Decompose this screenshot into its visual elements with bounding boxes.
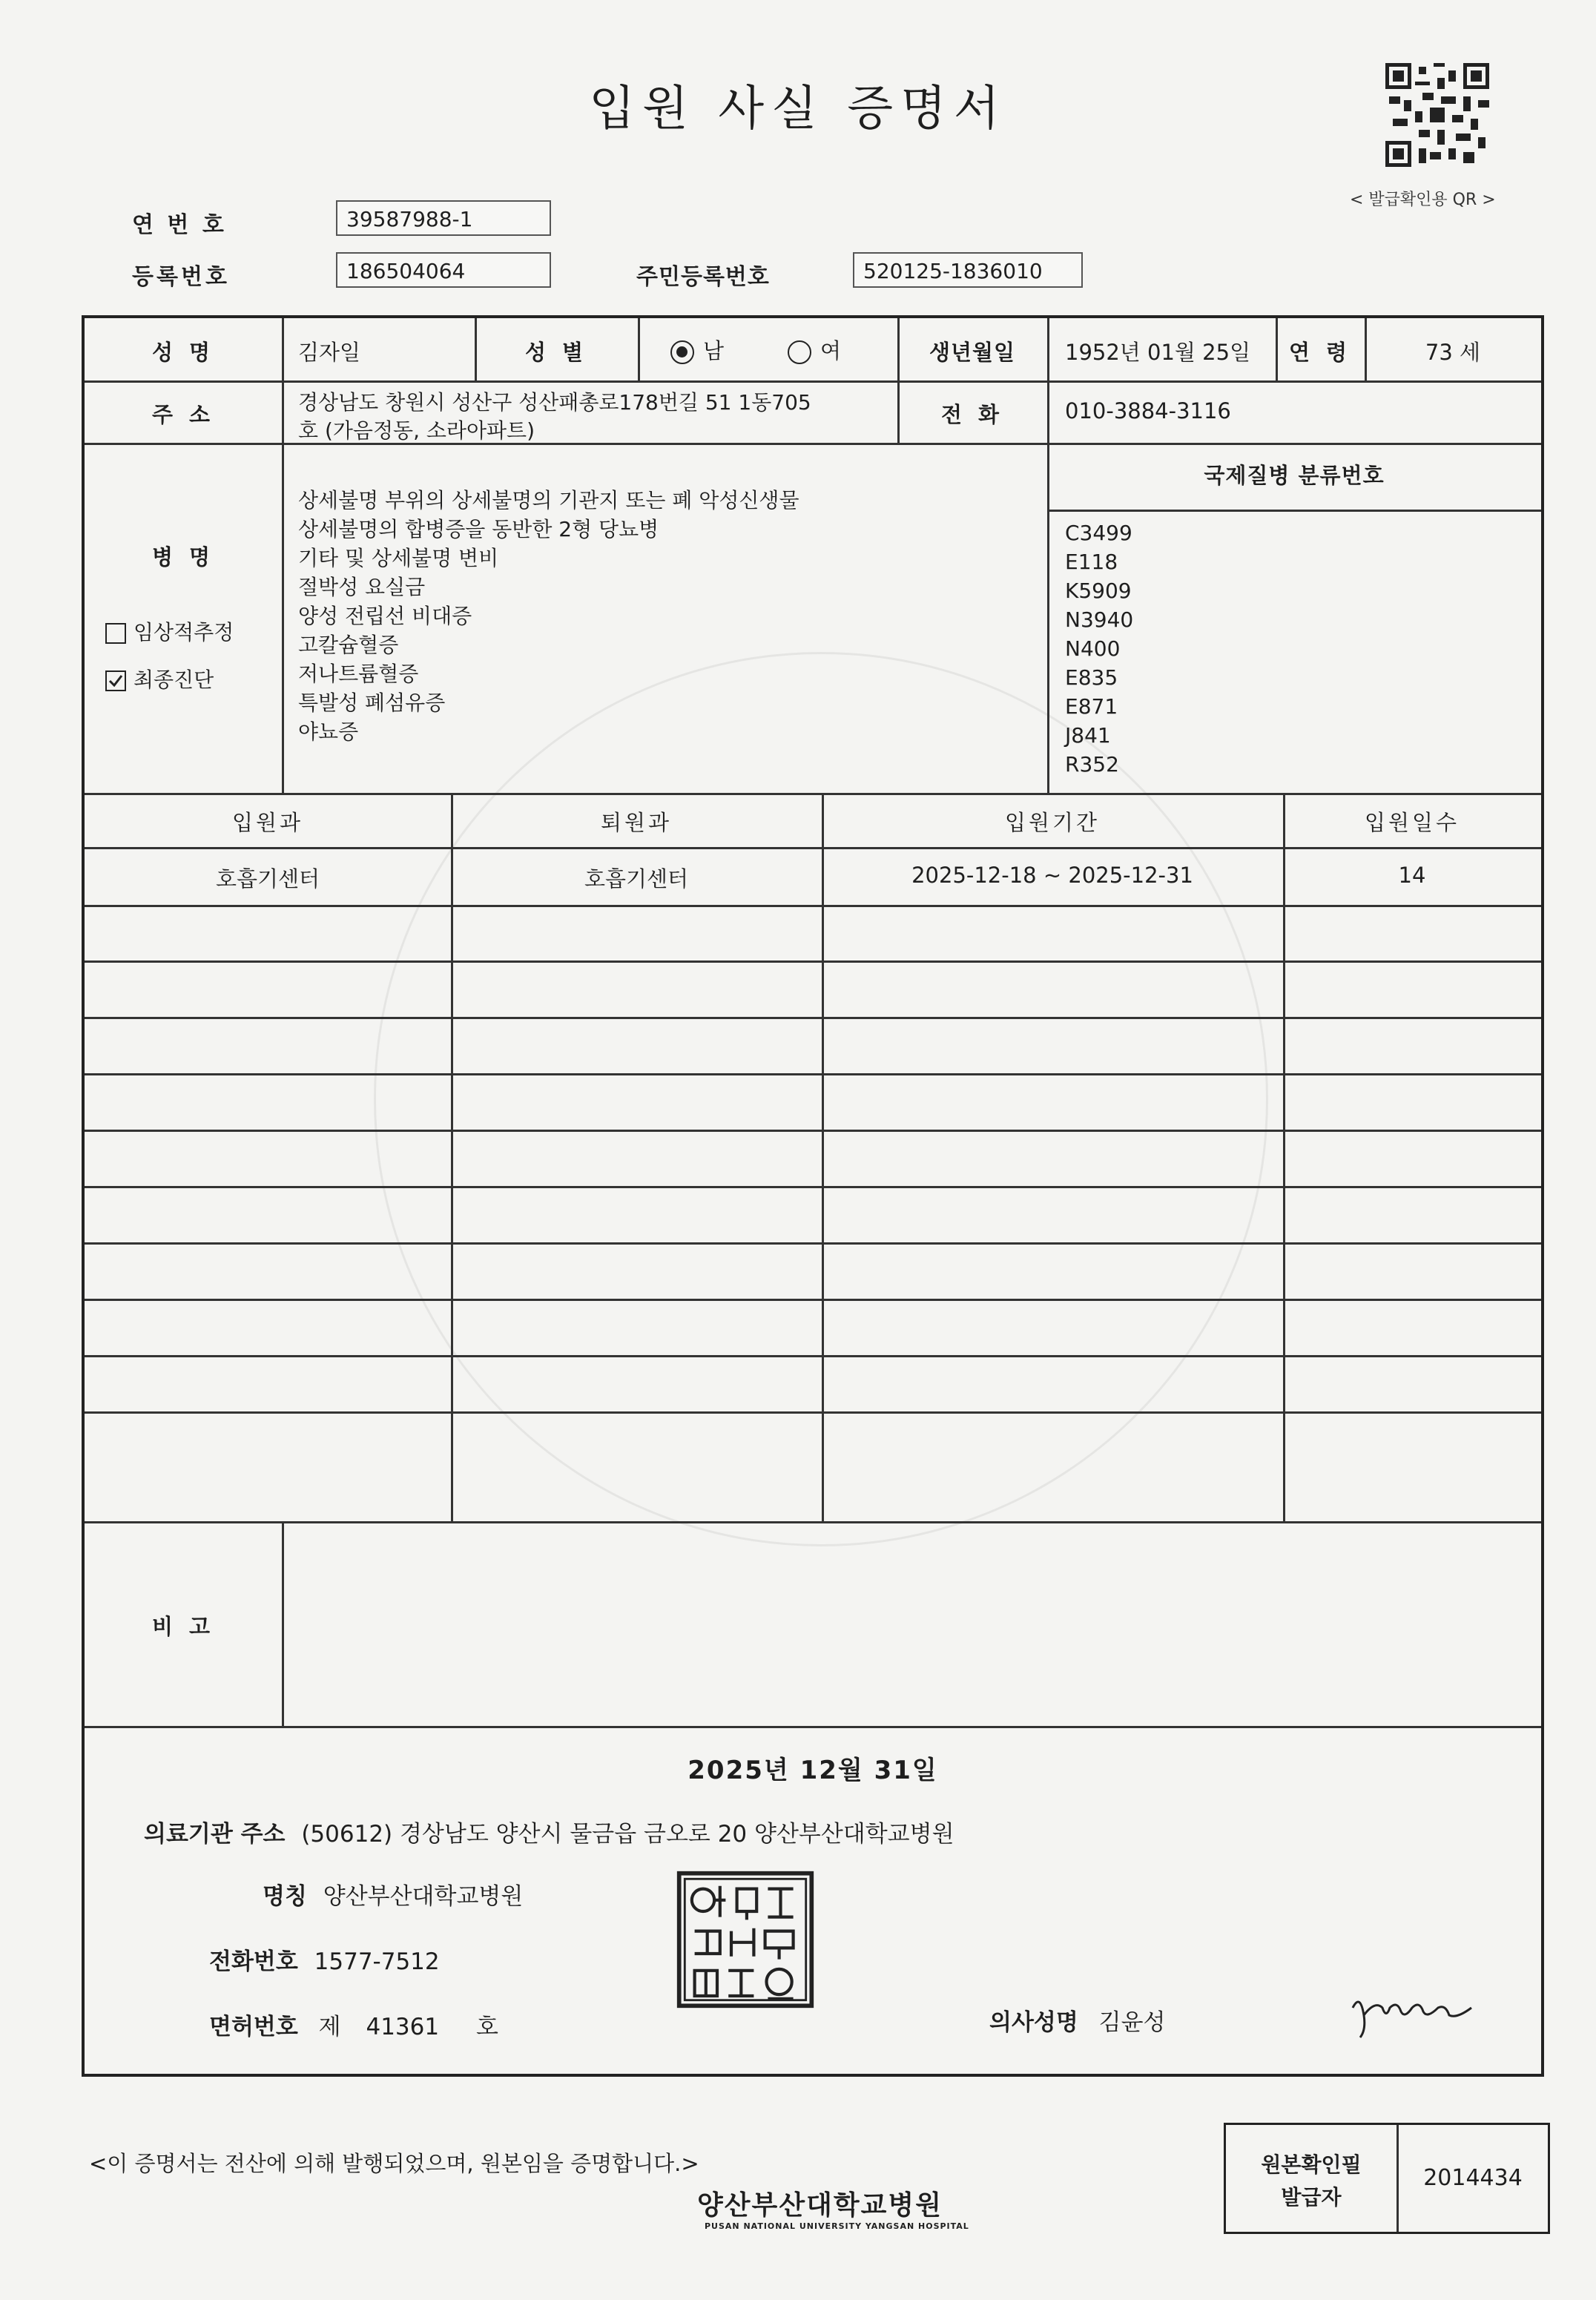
facility-name-label: 명칭 — [263, 1883, 307, 1910]
document-title: 입원 사실 증명서 — [589, 82, 1007, 136]
facility-phone-value: 1577-7512 — [314, 1948, 440, 1975]
clinical-option — [105, 616, 234, 646]
hospital-seal-icon — [675, 1869, 816, 2010]
facility-name — [263, 1877, 523, 1911]
qr-code-icon — [1385, 63, 1489, 167]
reg-value: 186504064 — [336, 252, 551, 288]
clinical-label: 임상적추정 — [133, 620, 234, 645]
diagnosis-item: 양성 전립선 비대증 — [298, 604, 472, 628]
facility-phone-label: 전화번호 — [209, 1948, 298, 1975]
facility-address-label: 의료기관 주소 — [144, 1821, 286, 1848]
final-option — [105, 664, 214, 693]
name-label: 성 명 — [151, 340, 215, 365]
facility-name-value: 양산부산대학교병원 — [323, 1883, 524, 1910]
facility-address-value: (50612) 경상남도 양산시 물금읍 금오로 20 양산부산대학교병원 — [301, 1821, 954, 1848]
remarks-label: 비 고 — [151, 1614, 215, 1639]
checkbox-empty-icon — [105, 623, 126, 644]
phone-value: 010-3884-3116 — [1065, 398, 1231, 424]
birth-label: 생년월일 — [929, 340, 1016, 365]
checkbox-checked-icon — [105, 670, 126, 691]
confirm-label-1: 원본확인필 — [1261, 2152, 1362, 2177]
icd-code: E835 — [1065, 665, 1118, 690]
rrn-label: 주민등록번호 — [636, 264, 770, 290]
qr-caption: < 발급확인용 QR > — [1350, 191, 1496, 209]
diagnosis-item: 상세불명의 합병증을 동반한 2형 당뇨병 — [298, 517, 659, 541]
address-line1: 경상남도 창원시 성산구 성산패총로178번길 51 1동705 — [298, 390, 811, 415]
birth-value: 1952년 01월 25일 — [1065, 340, 1251, 365]
confirmation-box — [1224, 2123, 1550, 2234]
radio-empty-icon — [788, 340, 811, 364]
footer-logo-english: PUSAN NATIONAL UNIVERSITY YANGSAN HOSPITAL — [705, 2221, 969, 2231]
sex-male-label: 남 — [703, 338, 725, 363]
diagnosis-item: 특발성 폐섬유증 — [298, 691, 446, 715]
sex-female-option — [788, 335, 841, 365]
col-header-admit-dept: 입원과 — [231, 810, 304, 835]
col-header-days: 입원일수 — [1364, 810, 1460, 835]
icd-code: K5909 — [1065, 579, 1132, 603]
icd-code: J841 — [1065, 723, 1111, 748]
final-label: 최종진단 — [133, 668, 214, 692]
confirm-label-2: 발급자 — [1281, 2185, 1342, 2210]
diagnosis-item: 야뇨증 — [298, 719, 359, 744]
col-header-period: 입원기간 — [1004, 810, 1101, 835]
serial-value: 39587988-1 — [336, 200, 551, 236]
reg-label: 등록번호 — [132, 264, 230, 290]
confirm-value: 2014434 — [1423, 2165, 1523, 2191]
icd-header: 국제질병 분류번호 — [1204, 463, 1385, 488]
icd-code: N400 — [1065, 636, 1121, 661]
doctor-label: 의사성명 — [989, 2009, 1078, 2036]
license-label: 면허번호 — [209, 2014, 298, 2040]
icd-code: E118 — [1065, 550, 1118, 574]
icd-code: R352 — [1065, 752, 1119, 777]
icd-code: N3940 — [1065, 607, 1134, 632]
serial-label: 연 번 호 — [132, 212, 227, 238]
table-row-discharge-dept: 호흡기센터 — [584, 866, 689, 892]
address-label: 주 소 — [151, 402, 215, 427]
col-header-discharge-dept: 퇴원과 — [600, 810, 673, 835]
phone-label: 전 화 — [940, 402, 1004, 427]
license-prefix: 제 — [318, 2014, 341, 2040]
license-value: 41361 — [366, 2014, 440, 2040]
sex-male-option — [670, 335, 724, 365]
diagnosis-label: 병 명 — [151, 544, 215, 570]
license-number — [209, 2008, 498, 2041]
certificate-form — [82, 315, 1544, 2077]
sex-female-label: 여 — [820, 338, 842, 363]
table-row-admit-dept: 호흡기센터 — [215, 866, 320, 892]
radio-selected-icon — [670, 340, 694, 364]
doctor-value: 김윤성 — [1098, 2009, 1166, 2036]
footer-note: <이 증명서는 전산에 의해 발행되었으며, 원본임을 증명합니다.> — [89, 2151, 699, 2176]
diagnosis-item: 기타 및 상세불명 변비 — [298, 546, 499, 570]
diagnosis-item: 절박성 요실금 — [298, 575, 426, 599]
age-label: 연 령 — [1288, 340, 1352, 365]
footer-logo: 양산부산대학교병원 — [697, 2190, 943, 2221]
age-value: 73 세 — [1425, 340, 1481, 365]
doctor-signature-icon — [1345, 1986, 1479, 2045]
table-row-days: 14 — [1398, 863, 1426, 888]
address-line2: 호 (가음정동, 소라아파트) — [298, 418, 535, 443]
rrn-value: 520125-1836010 — [853, 252, 1083, 288]
diagnosis-item: 저나트륨혈증 — [298, 662, 419, 686]
sex-label: 성 별 — [524, 340, 588, 365]
diagnosis-item: 고칼슘혈증 — [298, 633, 399, 657]
issue-date: 2025년 12월 31일 — [687, 1756, 938, 1785]
doctor-name — [989, 2003, 1166, 2037]
license-suffix: 호 — [475, 2014, 498, 2040]
table-row-period: 2025-12-18 ~ 2025-12-31 — [911, 863, 1193, 888]
name-value: 김자일 — [298, 340, 361, 365]
icd-code: E871 — [1065, 694, 1118, 719]
facility-phone — [209, 1943, 440, 1976]
icd-code: C3499 — [1065, 521, 1132, 545]
diagnosis-list — [298, 486, 799, 746]
diagnosis-item: 상세불명 부위의 상세불명의 기관지 또는 폐 악성신생물 — [298, 488, 799, 513]
icd-code-list — [1065, 518, 1133, 779]
facility-address — [144, 1815, 954, 1848]
